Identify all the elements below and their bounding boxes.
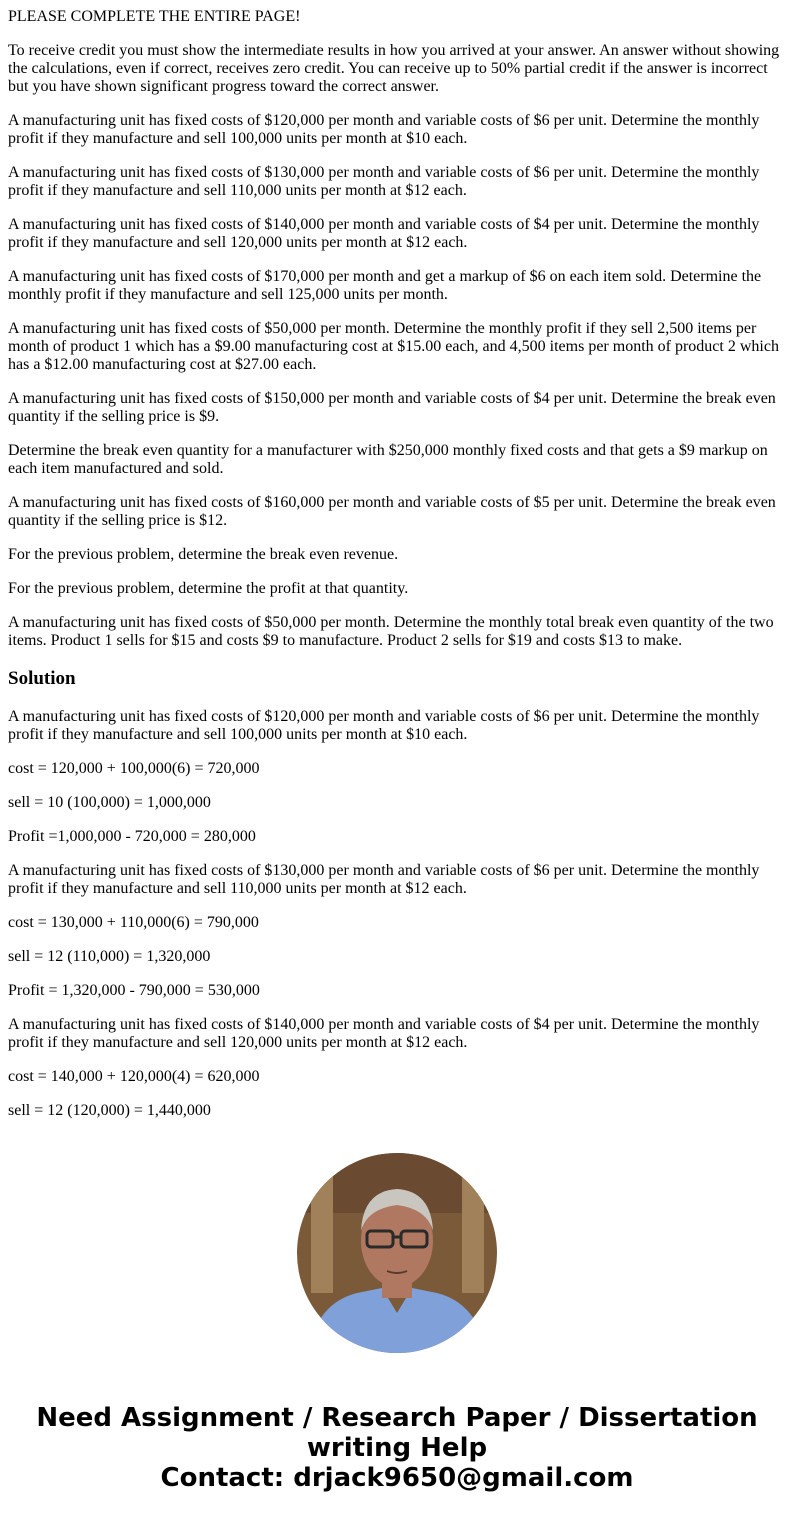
author-portrait-image — [297, 1153, 497, 1353]
solution-question-2: A manufacturing unit has fixed costs of $130,000 per month and variable costs of $6 per unit. Determine the monthly profit if they manufacture and sell 110,000 units per month at $12 each. — [8, 862, 760, 897]
document-body — [8, 0, 786, 1136]
question-9: For the previous problem, determine the break even revenue. — [8, 546, 399, 563]
question-2: A manufacturing unit has fixed costs of $130,000 per month and variable costs of $6 per unit. Determine the monthly profit if they manufacture and sell 110,000 units per month at $12 each. — [8, 164, 760, 199]
solution-step: cost = 120,000 + 100,000(6) = 720,000 — [8, 760, 260, 777]
question-4: A manufacturing unit has fixed costs of $170,000 per month and get a markup of $6 on each item sold. Determine the monthly profit if they manufacture and sell 125,000 units per month. — [8, 268, 762, 303]
solution-heading: Solution — [8, 668, 76, 689]
solution-step: cost = 140,000 + 120,000(4) = 620,000 — [8, 1068, 260, 1085]
author-avatar — [297, 1153, 497, 1353]
solution-step: cost = 130,000 + 110,000(6) = 790,000 — [8, 914, 259, 931]
question-8: A manufacturing unit has fixed costs of $160,000 per month and variable costs of $5 per unit. Determine the break even quantity if the selling price is $12. — [8, 494, 776, 529]
promo-line-1: Need Assignment / Research Paper / Dissertation — [36, 1403, 758, 1433]
solution-step: Profit =1,000,000 - 720,000 = 280,000 — [8, 828, 256, 845]
notice-text: PLEASE COMPLETE THE ENTIRE PAGE! — [8, 8, 301, 25]
promo-banner — [0, 1403, 794, 1493]
question-3: A manufacturing unit has fixed costs of $140,000 per month and variable costs of $4 per unit. Determine the monthly profit if they manufacture and sell 120,000 units per month at $12 each. — [8, 216, 760, 251]
question-6: A manufacturing unit has fixed costs of $150,000 per month and variable costs of $4 per unit. Determine the break even quantity if the selling price is $9. — [8, 390, 776, 425]
solution-question-1: A manufacturing unit has fixed costs of $120,000 per month and variable costs of $6 per unit. Determine the monthly profit if they manufacture and sell 100,000 units per month at $10 each. — [8, 708, 760, 743]
solution-step: Profit = 1,320,000 - 790,000 = 530,000 — [8, 982, 260, 999]
question-1: A manufacturing unit has fixed costs of $120,000 per month and variable costs of $6 per unit. Determine the monthly profit if they manufacture and sell 100,000 units per month at $10 each. — [8, 112, 760, 147]
solution-question-3: A manufacturing unit has fixed costs of $140,000 per month and variable costs of $4 per unit. Determine the monthly profit if they manufacture and sell 120,000 units per month at $12 each. — [8, 1016, 760, 1051]
question-7: Determine the break even quantity for a manufacturer with $250,000 monthly fixed costs and that gets a $9 markup on each item manufactured and sold. — [8, 442, 768, 477]
promo-contact[interactable]: Contact: drjack9650@gmail.com — [160, 1463, 634, 1493]
solution-step: sell = 12 (120,000) = 1,440,000 — [8, 1102, 211, 1119]
solution-step: sell = 12 (110,000) = 1,320,000 — [8, 948, 211, 965]
question-5: A manufacturing unit has fixed costs of $50,000 per month. Determine the monthly profit if they sell 2,500 items per month of product 1 which has a $9.00 manufacturing cost at $15.00 each, and 4,500 items per month of product 2 which has a $12.00 manufacturing cost at $27.00 each. — [8, 320, 779, 373]
instructions-text: To receive credit you must show the intermediate results in how you arrived at your answer. An answer without showing the calculations, even if correct, receives zero credit. You can receive up to 50% partial credit if the answer is incorrect but you have shown significant progress toward the correct answer. — [8, 42, 780, 95]
promo-line-2: writing Help — [306, 1433, 488, 1463]
question-10: For the previous problem, determine the profit at that quantity. — [8, 580, 409, 597]
question-11: A manufacturing unit has fixed costs of $50,000 per month. Determine the monthly total break even quantity of the two items. Product 1 sells for $15 and costs $9 to manufacture. Product 2 sells for $19 and costs $13 to make. — [8, 614, 774, 649]
solution-step: sell = 10 (100,000) = 1,000,000 — [8, 794, 211, 811]
